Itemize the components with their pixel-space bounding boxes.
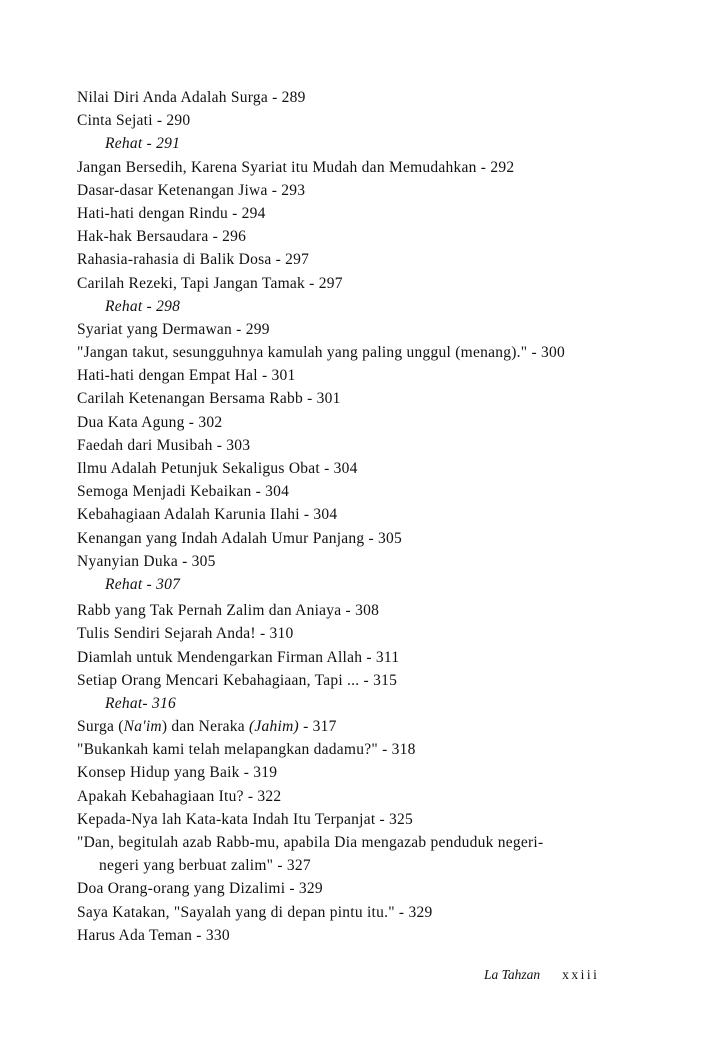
toc-entry: "Bukankah kami telah melapangkan dadamu?" - 318 [77,741,416,759]
toc-entry: Hati-hati dengan Rindu - 294 [77,204,266,222]
page-number: xxiii [562,967,600,982]
toc-entry: Ilmu Adalah Petunjuk Sekaligus Obat - 304 [77,460,358,477]
toc-entry: Diamlah untuk Mendengarkan Firman Allah - 311 [77,648,400,666]
toc-entry: Rabb yang Tak Pernah Zalim dan Aniaya - 308 [77,602,380,620]
page-footer [484,967,599,983]
toc-entry: Dasar-dasar Ketenangan Jiwa - 293 [77,181,306,199]
toc-entry: Kepada-Nya lah Kata-kata Indah Itu Terpanjat - 325 [77,810,414,828]
toc-entry-rehat: Rehat - 307 [105,575,181,593]
toc-entry: Carilah Rezeki, Tapi Jangan Tamak - 297 [77,274,343,292]
toc-entry: Carilah Ketenangan Bersama Rabb - 301 [77,390,341,408]
toc-entry: "Jangan takut, sesungguhnya kamulah yang paling unggul (menang)." - 300 [77,344,565,362]
toc-entry-rehat: Rehat - 291 [105,135,181,153]
toc-entry: Harus Ada Teman - 330 [77,926,230,944]
toc-entry: Rahasia-rahasia di Balik Dosa - 297 [77,251,310,269]
toc-entry: Apakah Kebahagiaan Itu? - 322 [77,787,282,805]
table-of-contents [77,86,697,947]
toc-entry: Syariat yang Dermawan - 299 [77,320,270,338]
toc-entry [77,715,697,738]
book-title: La Tahzan [484,967,541,982]
toc-entry: Saya Katakan, "Sayalah yang di depan pintu itu." - 329 [77,903,433,921]
toc-entry-italic: Na'im [123,718,162,736]
toc-entry: Faedah dari Musibah - 303 [77,436,251,454]
toc-entry: Dua Kata Agung - 302 [77,413,223,431]
toc-entry: Hak-hak Bersaudara - 296 [77,228,247,246]
toc-entry: Konsep Hidup yang Baik - 319 [77,764,278,782]
toc-entry: Kebahagiaan Adalah Karunia Ilahi - 304 [77,506,338,524]
toc-entry: Semoga Menjadi Kebaikan - 304 [77,483,290,501]
toc-entry: Tulis Sendiri Sejarah Anda! - 310 [77,625,294,643]
toc-entry: Kenangan yang Indah Adalah Umur Panjang - 305 [77,529,403,547]
toc-entry-text: - 317 [298,718,337,736]
toc-entry-text: Surga ( [77,718,124,736]
toc-entry-rehat: Rehat - 298 [105,297,181,315]
toc-entry-italic: (Jahim) [249,718,299,736]
toc-entry: "Dan, begitulah azab Rabb-mu, apabila Dia mengazab penduduk negeri- [77,834,544,851]
toc-entry: Jangan Bersedih, Karena Syariat itu Mudah dan Memudahkan - 292 [77,158,515,176]
toc-entry-text: ) dan Neraka [161,718,249,736]
toc-entry-rehat: Rehat- 316 [105,694,176,712]
toc-entry: Nilai Diri Anda Adalah Surga - 289 [77,89,306,106]
toc-entry: Doa Orang-orang yang Dizalimi - 329 [77,880,323,898]
toc-entry: Nyanyian Duka - 305 [77,552,216,570]
toc-entry: Cinta Sejati - 290 [77,112,191,130]
toc-entry-continuation: negeri yang berbuat zalim" - 327 [99,857,311,875]
toc-entry: Setiap Orang Mencari Kebahagiaan, Tapi ... - 315 [77,671,398,689]
toc-entry: Hati-hati dengan Empat Hal - 301 [77,367,296,385]
